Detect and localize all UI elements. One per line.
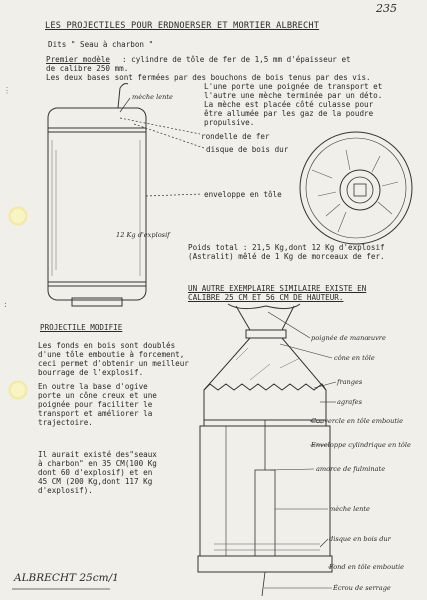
subtitle: Dits " Seau à charbon " <box>48 40 154 49</box>
margin-mark: ⋮ <box>3 86 11 95</box>
label-disque: disque de bois dur <box>206 145 289 154</box>
modified-line: ceci permet d'obtenir un meilleur <box>38 359 189 368</box>
modified-projectile-drawing <box>198 304 336 596</box>
label-meche-lente-bottom: mèche lente <box>329 505 370 513</box>
modified-line: trajectoire. <box>38 418 93 427</box>
label-ecrou: Écrou de serrage <box>333 584 391 592</box>
weight-note-line: (Astralit) mêlé de 1 Kg de morceaux de fer. <box>188 252 385 261</box>
top-cylinder-drawing <box>48 84 204 307</box>
label-meche-lente: mèche lente <box>132 93 173 101</box>
modified-line: Les fonds en bois sont doublés <box>38 341 176 350</box>
modified-line: bourrage de l'explosif. <box>38 368 144 377</box>
other-example-line: UN AUTRE EXEMPLAIRE SIMILAIRE EXISTE EN <box>188 284 367 293</box>
first-model-line: propulsive. <box>204 118 255 127</box>
label-couvercle: Couvercle en tôle emboutie <box>311 417 404 425</box>
modified-heading: PROJECTILE MODIFIE <box>40 323 123 332</box>
first-model-line: être allumée par les gaz de la poudre <box>204 109 374 118</box>
margin-mark: : <box>3 300 8 309</box>
label-agrafes: agrafes <box>337 398 362 406</box>
variant-line: dont 60 d'explosif) et en <box>38 468 153 477</box>
modified-line: En outre la base d'ogive <box>38 382 148 391</box>
label-rondelle: rondelle de fer <box>201 132 270 141</box>
signature: ALBRECHT 25cm/1 <box>14 572 119 584</box>
label-fond: Fond en tôle emboutie <box>329 563 404 571</box>
label-poignee: poignée de manœuvre <box>311 334 386 342</box>
first-model-line: La mèche est placée côté culasse pour <box>204 100 374 109</box>
modified-line: d'une tôle emboutie à forcement, <box>38 350 185 359</box>
variant-line: à charbon" en 35 CM(100 Kg <box>38 459 157 468</box>
variant-line: d'explosif). <box>38 486 93 495</box>
label-franges: franges <box>337 378 363 386</box>
label-explosif: 12 Kg d'explosif <box>116 231 170 239</box>
label-enveloppe: enveloppe en tôle <box>204 190 282 199</box>
first-model-line: l'autre une mèche terminée par un déto. <box>204 91 383 100</box>
first-model-line: L'une porte une poignée de transport et <box>204 82 383 91</box>
page-title: LES PROJECTILES POUR ERDNOERSER ET MORTIER ALBRECHT <box>45 21 320 31</box>
variant-line: Il aurait existé des"seaux <box>38 450 157 459</box>
first-model-line: de calibre 250 mm. <box>46 64 129 73</box>
weight-note-line: Poids total : 21,5 Kg,dont 12 Kg d'explosif <box>188 243 385 252</box>
first-model-line: Les deux bases sont fermées par des bouchons de bois tenus par des vis. <box>46 73 371 82</box>
end-view-drawing <box>300 132 412 244</box>
variant-line: 45 CM (200 Kg,dont 117 Kg <box>38 477 153 486</box>
other-example-line: CALIBRE 25 CM ET 56 CM DE HAUTEUR. <box>188 293 344 302</box>
modified-line: transport et améliorer la <box>38 409 153 418</box>
label-cone: cône en tôle <box>334 354 375 362</box>
page-number: 235 <box>376 2 397 15</box>
first-model-line: : cylindre de tôle de fer de 1,5 mm d'épaisseur et <box>122 55 351 64</box>
first-model-heading: Premier modèle <box>46 55 111 64</box>
modified-line: porte un cône creux et une <box>38 391 157 400</box>
label-disque-bois: disque en bois dur <box>329 535 391 543</box>
modified-line: poignée pour faciliter le <box>38 400 153 409</box>
label-amorce: amorce de fulminate <box>316 465 386 473</box>
label-enveloppe-cyl: Enveloppe cylindrique en tôle <box>311 441 411 449</box>
